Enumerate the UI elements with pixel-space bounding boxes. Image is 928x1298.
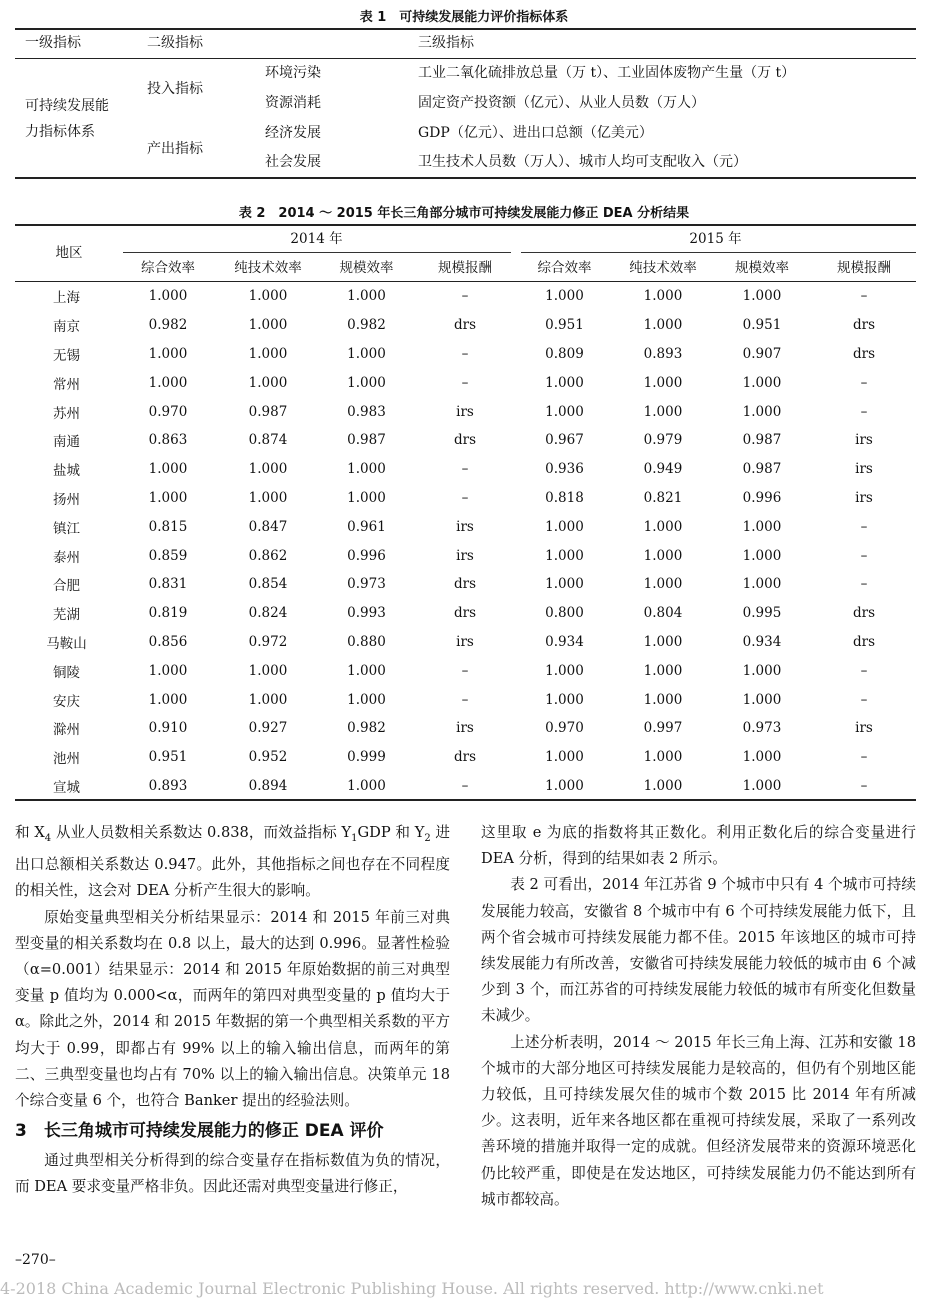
value-cell: 1.000 (643, 403, 683, 420)
value-cell: 0.893 (643, 345, 683, 362)
value-cell: 1.000 (643, 518, 683, 535)
value-cell: 0.804 (643, 605, 683, 622)
value-cell: 1.000 (347, 345, 386, 362)
value-cell: 1.000 (643, 633, 683, 650)
value-cell: 1.000 (643, 288, 683, 305)
table1-bottom-rule (15, 177, 916, 179)
table1-items-economy: GDP（亿元）、进出口总额（亿美元） (418, 125, 653, 141)
text-run: 和 X (15, 824, 45, 841)
table1-caption: 表 1 可持续发展能力评价指标体系 (359, 10, 569, 25)
value-cell: 0.821 (643, 489, 683, 506)
value-cell: 1.000 (742, 777, 782, 794)
table2-bottom-rule (15, 799, 916, 801)
value-cell: – (461, 662, 469, 679)
value-cell: 1.000 (148, 489, 188, 506)
table1-items-society: 卫生技术人员数（万人）、城市人均可支配收入（元） (418, 154, 747, 170)
value-cell: – (860, 749, 868, 766)
table-row (15, 656, 916, 685)
value-cell: 0.809 (545, 345, 584, 362)
left-column (15, 820, 450, 1201)
value-cell: 1.000 (742, 691, 782, 708)
value-cell: 1.000 (545, 374, 584, 391)
value-cell: 0.819 (148, 605, 188, 622)
value-cell: 1.000 (643, 576, 683, 593)
table1-header-level1: 一级指标 (25, 35, 81, 51)
table-row (15, 743, 916, 772)
region-cell: 镇江 (53, 520, 80, 537)
region-cell: 芜湖 (53, 607, 80, 624)
left-paragraph-2: 原始变量典型相关分析结果显示：2014 和 2015 年前三对典型变量的相关系数均在 0.8 以上，最大的达到 0.996。显著性检验（α=0.001）结果显示：2014 和 2015 年原始数据的前三对典型变量 p 值均为 0.000<α，而两年的第四对典型变量的 p 值均大于 α。除此之外，2014 和 2015 年数据的第一个典型相关系数的平方均大于 0.99，即都占有 99% 以上的输入输出信息，而两年的第二、三典型变量也均占有 70% 以上的输入输出信息。决策单元 18 个综合变量 6 个，也符合 Banker 提出的经验法则。 (15, 908, 450, 1109)
table1-items-resource: 固定资产投资额（亿元）、从业人员数（万人） (418, 95, 705, 111)
table-row (15, 628, 916, 657)
value-cell: drs (453, 749, 477, 766)
value-cell: 0.863 (148, 432, 188, 449)
table1-level1-line1: 可持续发展能 (25, 98, 109, 114)
table1-sub-society: 社会发展 (265, 154, 321, 170)
table-row (15, 685, 916, 714)
section-3-heading: 3 长三角城市可持续发展能力的修正 DEA 评价 (15, 1121, 384, 1142)
value-cell: 0.973 (347, 576, 386, 593)
value-cell: 1.000 (643, 691, 683, 708)
value-cell: – (461, 345, 469, 362)
value-cell: 0.996 (742, 489, 782, 506)
value-cell: 1.000 (742, 518, 782, 535)
value-cell: 0.927 (248, 720, 288, 737)
value-cell: 0.854 (248, 576, 288, 593)
region-cell: 合肥 (53, 578, 80, 595)
value-cell: 1.000 (643, 777, 683, 794)
value-cell: – (860, 691, 868, 708)
value-cell: 1.000 (742, 662, 782, 679)
right-paragraph-2: 表 2 可看出，2014 年江苏省 9 个城市中只有 4 个城市可持续发展能力较高，安徽省 8 个城市中有 6 个可持续发展能力低下，且两个省会城市可持续发展能力都不佳。2015 年该地区的城市可持续发展能力有所改善，安徽省可持续发展能力较低的城市由 6 个减少到 3 个，而江苏省的可持续发展能力较低的城市有所变化但数量未减少。 (481, 876, 916, 1025)
value-cell: 1.000 (148, 345, 188, 362)
value-cell: 1.000 (148, 691, 188, 708)
value-cell: 1.000 (148, 461, 188, 478)
table2-year-2014: 2014 年 (290, 231, 343, 247)
table-row (15, 714, 916, 743)
value-cell: irs (855, 432, 873, 449)
value-cell: – (461, 461, 469, 478)
table1-sub-resource: 资源消耗 (265, 95, 321, 111)
value-cell: 0.995 (742, 605, 782, 622)
table2-top-rule (15, 224, 916, 226)
value-cell: 1.000 (545, 288, 584, 305)
value-cell: 1.000 (148, 662, 188, 679)
value-cell: 1.000 (545, 691, 584, 708)
region-cell: 南通 (53, 434, 80, 451)
value-cell: 0.880 (347, 633, 386, 650)
table1-header-level3: 三级指标 (418, 35, 474, 51)
value-cell: 1.000 (148, 374, 188, 391)
value-cell: 1.000 (248, 662, 288, 679)
value-cell: 1.000 (742, 576, 782, 593)
table2-sub-header: 规模报酬 (837, 260, 891, 276)
table1-sub-pollution: 环境污染 (265, 65, 321, 81)
table-row (15, 772, 916, 801)
subscript: 4 (44, 832, 52, 844)
value-cell: 1.000 (545, 662, 584, 679)
value-cell: irs (456, 403, 474, 420)
value-cell: drs (453, 317, 477, 334)
value-cell: 0.996 (347, 547, 386, 564)
value-cell: 0.999 (347, 749, 386, 766)
table1-level1-line2: 力指标体系 (25, 124, 95, 140)
table1-header-level2: 二级指标 (147, 35, 203, 51)
region-cell: 安庆 (53, 693, 80, 710)
value-cell: 1.000 (545, 518, 584, 535)
value-cell: 0.936 (545, 461, 584, 478)
value-cell: 1.000 (248, 317, 288, 334)
region-cell: 扬州 (53, 491, 80, 508)
value-cell: 0.952 (248, 749, 288, 766)
value-cell: 0.934 (742, 633, 782, 650)
region-cell: 常州 (53, 376, 80, 393)
table-row (15, 484, 916, 513)
value-cell: 1.000 (347, 662, 386, 679)
table-row (15, 570, 916, 599)
table1-items-pollution: 工业二氧化硫排放总量（万 t）、工业固体废物产生量（万 t） (418, 65, 796, 81)
value-cell: 1.000 (742, 288, 782, 305)
right-paragraph-3: 上述分析表明，2014 ～ 2015 年长三角上海、江苏和安徽 18 个城市的大部分地区可持续发展能力是较高的，但仍有个别地区能力较低，且可持续发展欠佳的城市个数 2015 比 2014 年有所减少。这表明，近年来各地区都在重视可持续发展，采取了一系列改善环境的措施并取得一定的成就。但经济发展带来的资源环境恶化仍比较严重，即使是在发达地区，可持续发展能力仍不能达到所有城市都较高。 (481, 1033, 916, 1208)
value-cell: 1.000 (347, 691, 386, 708)
table2-sub-header: 规模效率 (339, 260, 394, 276)
value-cell: 0.824 (248, 605, 288, 622)
table1-header-rule (15, 58, 916, 59)
value-cell: 0.934 (545, 633, 584, 650)
table1-level2-output: 产出指标 (147, 141, 203, 157)
value-cell: 0.856 (148, 633, 188, 650)
value-cell: 1.000 (148, 288, 188, 305)
value-cell: 0.800 (545, 605, 584, 622)
value-cell: drs (453, 432, 477, 449)
value-cell: 0.894 (248, 777, 288, 794)
value-cell: 1.000 (643, 749, 683, 766)
table2-year-2015: 2015 年 (689, 231, 742, 247)
page-number: –270– (15, 1252, 56, 1268)
value-cell: – (860, 374, 868, 391)
value-cell: 1.000 (248, 345, 288, 362)
table2-sub-header: 综合效率 (141, 260, 195, 276)
value-cell: – (860, 662, 868, 679)
table1-top-rule (15, 28, 916, 30)
value-cell: 0.972 (248, 633, 288, 650)
value-cell: irs (456, 547, 474, 564)
table-row (15, 397, 916, 426)
region-cell: 马鞍山 (46, 635, 87, 652)
value-cell: – (860, 518, 868, 535)
value-cell: 1.000 (347, 374, 386, 391)
value-cell: 1.000 (347, 777, 386, 794)
value-cell: 1.000 (545, 777, 584, 794)
table2-body (15, 282, 916, 800)
value-cell: 0.949 (643, 461, 683, 478)
value-cell: 0.982 (347, 720, 386, 737)
table2-sub-header: 规模报酬 (438, 260, 492, 276)
table2-sub-header: 规模效率 (735, 260, 789, 276)
value-cell: 1.000 (643, 662, 683, 679)
region-cell: 泰州 (53, 549, 80, 566)
right-column (481, 820, 916, 1213)
value-cell: – (860, 547, 868, 564)
table2-sub-header: 综合效率 (537, 260, 592, 276)
value-cell: 1.000 (248, 489, 288, 506)
value-cell: 0.907 (742, 345, 782, 362)
value-cell: 1.000 (248, 374, 288, 391)
value-cell: 0.859 (148, 547, 188, 564)
value-cell: 1.000 (545, 547, 584, 564)
value-cell: 0.970 (545, 720, 584, 737)
value-cell: irs (456, 518, 474, 535)
value-cell: drs (453, 576, 477, 593)
value-cell: drs (453, 605, 477, 622)
table-row (15, 282, 916, 311)
value-cell: 0.951 (148, 749, 188, 766)
subscript: 2 (424, 832, 431, 844)
value-cell: 0.987 (248, 403, 288, 420)
value-cell: – (461, 777, 469, 794)
value-cell: 1.000 (545, 576, 584, 593)
table-row (15, 455, 916, 484)
value-cell: 0.982 (347, 317, 386, 334)
table1-level2-input: 投入指标 (147, 81, 203, 97)
value-cell: 0.893 (148, 777, 188, 794)
value-cell: 1.000 (248, 461, 288, 478)
value-cell: 0.967 (545, 432, 584, 449)
value-cell: 1.000 (742, 374, 782, 391)
value-cell: 0.970 (148, 403, 188, 420)
value-cell: – (461, 489, 469, 506)
value-cell: – (461, 288, 469, 305)
table1-sub-economy: 经济发展 (265, 125, 321, 141)
value-cell: 0.818 (545, 489, 584, 506)
table-row (15, 599, 916, 628)
table-row (15, 340, 916, 369)
value-cell: 0.987 (742, 461, 782, 478)
value-cell: 0.815 (148, 518, 188, 535)
text-run: GDP 和 Y (357, 824, 425, 841)
value-cell: 0.987 (742, 432, 782, 449)
value-cell: 1.000 (742, 547, 782, 564)
value-cell: – (860, 576, 868, 593)
value-cell: – (860, 777, 868, 794)
value-cell: 0.982 (148, 317, 188, 334)
region-cell: 盐城 (53, 463, 80, 480)
text-run: 进出口总额相关系数达 0.947。此外，其他指标之间也存在不同程度的相关性，这会对 DEA 分析产生很大的影响。 (15, 824, 451, 900)
value-cell: – (461, 691, 469, 708)
table-row (15, 368, 916, 397)
value-cell: irs (456, 720, 474, 737)
value-cell: 1.000 (347, 489, 386, 506)
value-cell: 1.000 (347, 461, 386, 478)
region-cell: 上海 (53, 290, 80, 307)
right-paragraph-1: 这里取 e 为底的指数将其正数化。利用正数化后的综合变量进行 DEA 分析，得到的结果如表 2 所示。 (481, 824, 916, 868)
value-cell: drs (852, 345, 876, 362)
region-cell: 南京 (53, 319, 80, 336)
value-cell: 0.862 (248, 547, 288, 564)
value-cell: 0.997 (643, 720, 683, 737)
text-run: 从业人员数相关系数达 0.838，而效益指标 Y (51, 824, 352, 841)
region-cell: 苏州 (53, 405, 80, 422)
table2-sub-header: 纯技术效率 (234, 260, 302, 276)
table2-sub-header: 纯技术效率 (629, 260, 697, 276)
value-cell: 0.951 (742, 317, 782, 334)
table2-year-2014-rule (123, 252, 511, 253)
value-cell: 1.000 (347, 288, 386, 305)
value-cell: – (461, 374, 469, 391)
region-cell: 宣城 (53, 779, 80, 796)
value-cell: 0.874 (248, 432, 288, 449)
value-cell: 0.973 (742, 720, 782, 737)
value-cell: 0.979 (643, 432, 683, 449)
value-cell: 0.993 (347, 605, 386, 622)
value-cell: 1.000 (742, 749, 782, 766)
value-cell: 1.000 (545, 403, 584, 420)
table-row (15, 311, 916, 340)
value-cell: 1.000 (545, 749, 584, 766)
value-cell: – (860, 288, 868, 305)
subscript: 1 (351, 832, 358, 844)
table2-caption: 表 2 2014 ～ 2015 年长三角部分城市可持续发展能力修正 DEA 分析结果 (238, 206, 690, 221)
copyright-footer: 4-2018 China Academic Journal Electronic Publishing House. All rights reserved. http://www.cnki.net (0, 1279, 824, 1298)
value-cell: 1.000 (643, 374, 683, 391)
value-cell: irs (456, 633, 474, 650)
value-cell: 0.831 (148, 576, 188, 593)
value-cell: 0.983 (347, 403, 386, 420)
region-cell: 铜陵 (53, 664, 80, 681)
value-cell: 1.000 (643, 547, 683, 564)
left-paragraph-1 (15, 820, 450, 905)
value-cell: irs (855, 461, 873, 478)
value-cell: 0.987 (347, 432, 386, 449)
value-cell: 0.847 (248, 518, 288, 535)
value-cell: 1.000 (248, 691, 288, 708)
table-row (15, 512, 916, 541)
left-paragraph-3: 通过典型相关分析得到的综合变量存在指标数值为负的情况，而 DEA 要求变量严格非负。因此还需对典型变量进行修正， (15, 1152, 450, 1196)
region-cell: 池州 (53, 751, 80, 768)
value-cell: irs (855, 489, 873, 506)
value-cell: drs (852, 317, 876, 334)
value-cell: 1.000 (643, 317, 683, 334)
value-cell: drs (852, 605, 876, 622)
value-cell: 1.000 (742, 403, 782, 420)
value-cell: 0.951 (545, 317, 584, 334)
table-row (15, 541, 916, 570)
table2-year-2015-rule (521, 252, 916, 253)
table-row (15, 426, 916, 455)
table2-region-header: 地区 (55, 245, 83, 261)
value-cell: 0.910 (148, 720, 188, 737)
value-cell: 1.000 (248, 288, 288, 305)
region-cell: 滁州 (53, 722, 80, 739)
value-cell: – (860, 403, 868, 420)
value-cell: 0.961 (347, 518, 386, 535)
value-cell: drs (852, 633, 876, 650)
region-cell: 无锡 (53, 347, 80, 364)
value-cell: irs (855, 720, 873, 737)
